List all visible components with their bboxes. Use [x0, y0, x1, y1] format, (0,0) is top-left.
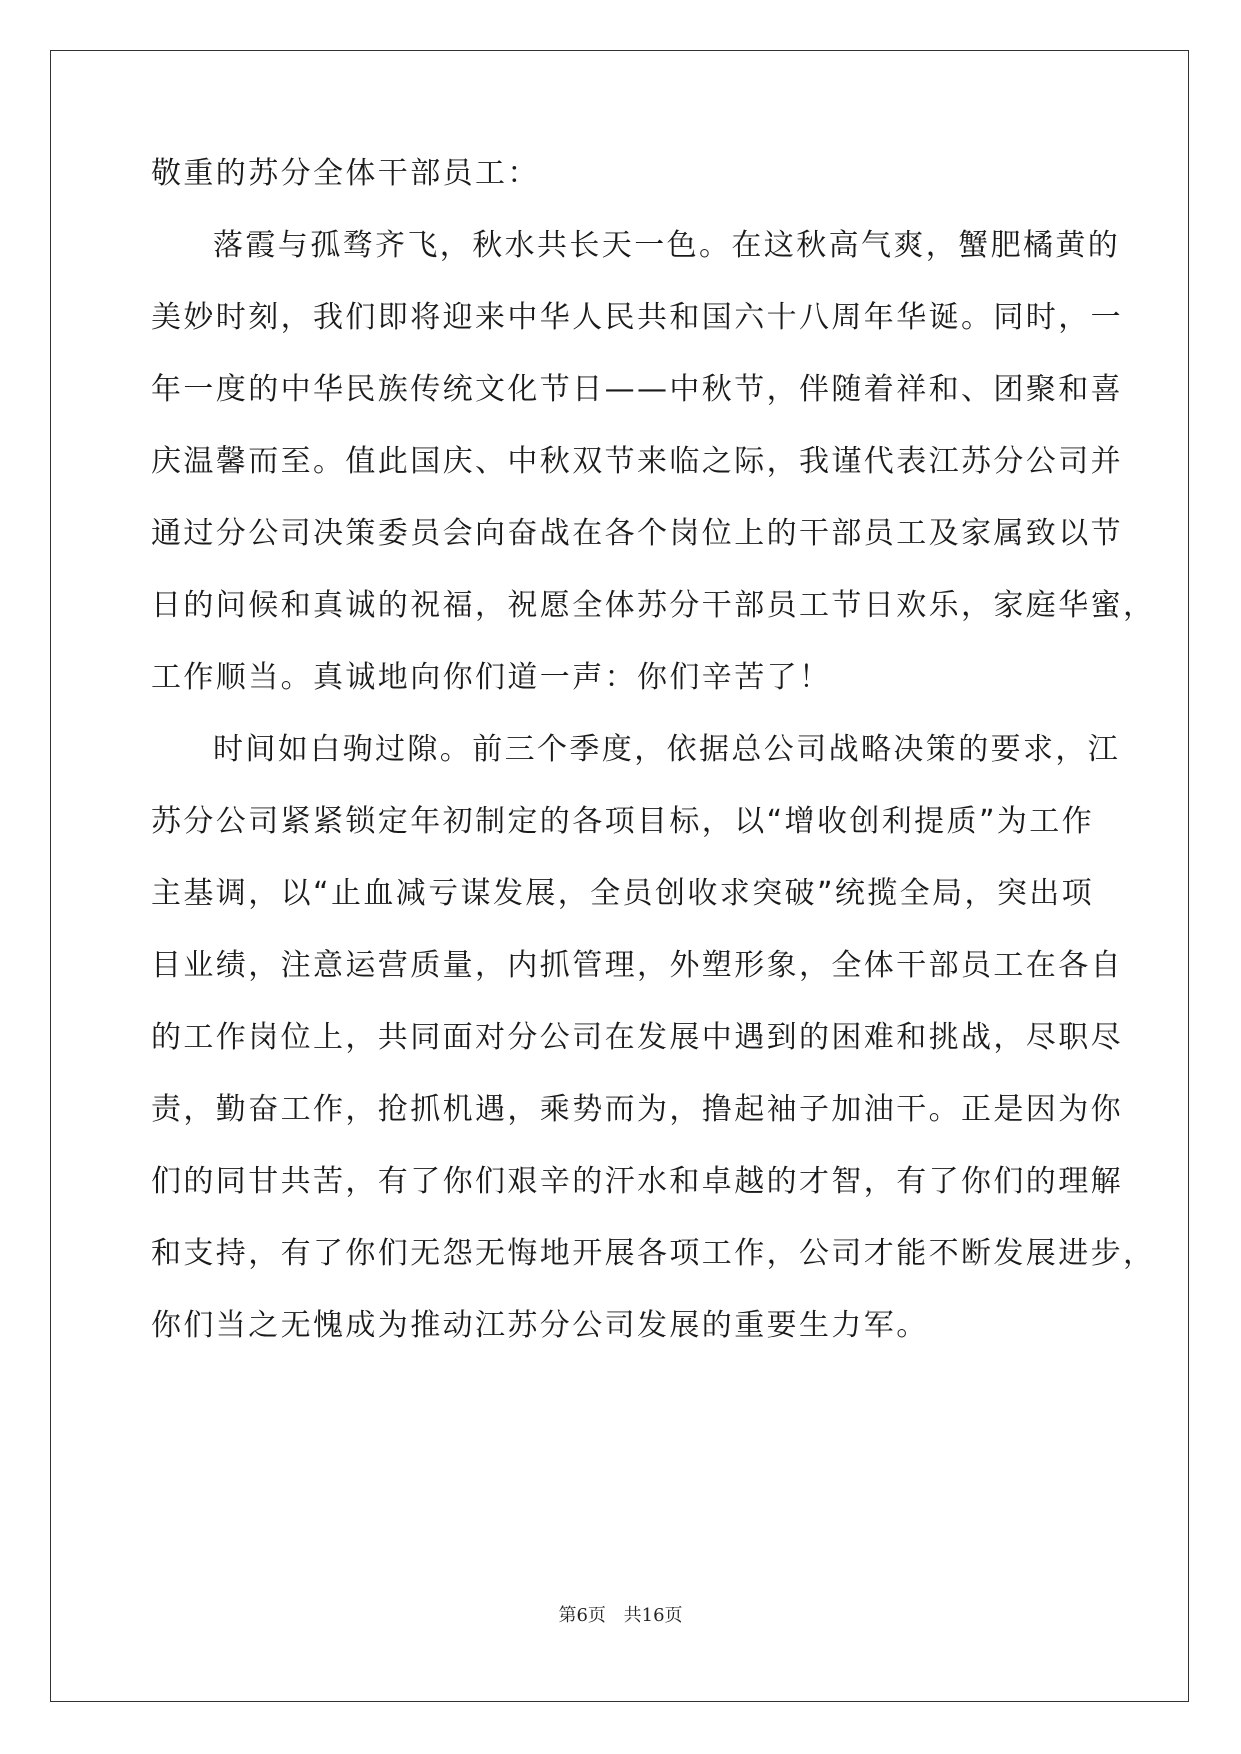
paragraph-line: 年一度的中华民族传统文化节日——中秋节，伴随着祥和、团聚和喜: [151, 372, 1123, 407]
paragraph-line: 落霞与孤骛齐飞，秋水共长天一色。在这秋高气爽，蟹肥橘黄的: [213, 228, 1121, 263]
paragraph-line: 们的同甘共苦，有了你们艰辛的汗水和卓越的才智，有了你们的理解: [151, 1164, 1123, 1199]
paragraph-line: 主基调，以“止血减亏谋发展，全员创收求突破”统揽全局，突出项: [151, 876, 1095, 911]
page-number: 第6页: [558, 1605, 606, 1626]
paragraph-line: 目业绩，注意运营质量，内抓管理，外塑形象，全体干部员工在各自: [151, 948, 1123, 983]
paragraph-line: 日的问候和真诚的祝福，祝愿全体苏分干部员工节日欢乐，家庭华蜜，: [151, 588, 1156, 623]
paragraph-line: 工作顺当。真诚地向你们道一声：你们辛苦了！: [151, 660, 832, 695]
page-total: 共16页: [623, 1605, 683, 1626]
paragraph-line: 你们当之无愧成为推动江苏分公司发展的重要生力军。: [151, 1308, 929, 1343]
paragraph-line: 和支持，有了你们无怨无悔地开展各项工作，公司才能不断发展进步，: [151, 1236, 1156, 1271]
paragraph-line: 通过分公司决策委员会向奋战在各个岗位上的干部员工及家属致以节: [151, 516, 1123, 551]
paragraph-line: 责，勤奋工作，抢抓机遇，乘势而为，撸起袖子加油干。正是因为你: [151, 1092, 1123, 1127]
paragraph-line: 美妙时刻，我们即将迎来中华人民共和国六十八周年华诞。同时，一: [151, 300, 1123, 335]
paragraph-line: 庆温馨而至。值此国庆、中秋双节来临之际，我谨代表江苏分公司并: [151, 444, 1123, 479]
paragraph-line: 的工作岗位上，共同面对分公司在发展中遇到的困难和挑战，尽职尽: [151, 1020, 1123, 1055]
salutation: 敬重的苏分全体干部员工：: [151, 156, 540, 191]
paragraph-line: 苏分公司紧紧锁定年初制定的各项目标，以“增收创利提质”为工作: [151, 804, 1095, 839]
paragraph-line: 时间如白驹过隙。前三个季度，依据总公司战略决策的要求，江: [213, 732, 1121, 767]
page-footer: [0, 1604, 1241, 1628]
